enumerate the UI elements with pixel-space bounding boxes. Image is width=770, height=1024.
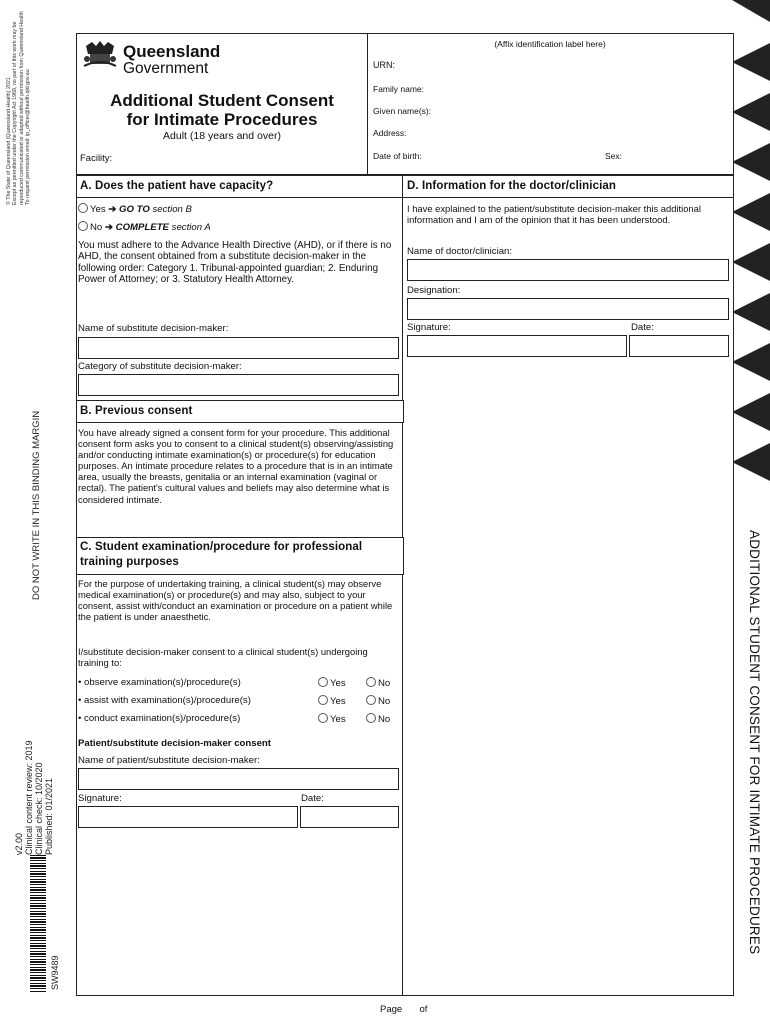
affix-label: (Affix identification label here) <box>494 39 606 49</box>
margin-marker <box>732 293 770 331</box>
conduct-yes-option[interactable]: Yes <box>318 713 346 725</box>
doctor-name-field[interactable] <box>407 259 729 281</box>
observe-item-label: • observe examination(s)/procedure(s) <box>78 677 241 688</box>
doctor-date-field[interactable] <box>629 335 729 357</box>
side-form-title: ADDITIONAL STUDENT CONSENT FOR INTIMATE PROCEDURES <box>747 530 762 955</box>
margin-marker <box>732 143 770 181</box>
doctor-signature-field[interactable] <box>407 335 627 357</box>
page-number: Page of <box>380 1004 428 1015</box>
dob-label[interactable]: Date of birth: <box>373 151 422 161</box>
conduct-yes-radio[interactable] <box>318 713 328 723</box>
section-b-body: You have already signed a consent form for your procedure. This additional consent form asks you to consent to a clinical student(s) observing/assisting and/or conducting intimate examination(s) or procedure(s) for education purposes. An intimate procedure relates to a procedure that is in an intimate area, usually the breasts, genitalia or an internal examination (vaginal or rectal). The patient's cultural values and beliefs may also determine what is considered intimate. <box>78 427 394 505</box>
consent-signature-label: Signature: <box>78 793 122 804</box>
header-divider <box>367 33 368 174</box>
margin-marker <box>732 193 770 231</box>
observe-yes-radio[interactable] <box>318 677 328 687</box>
assist-no-option[interactable]: No <box>366 695 390 707</box>
form-title-line2: for Intimate Procedures <box>126 110 318 129</box>
arrow-right-icon: ➔ <box>104 222 113 233</box>
assist-no-radio[interactable] <box>366 695 376 705</box>
conduct-item-label: • conduct examination(s)/procedure(s) <box>78 713 241 724</box>
version-info: v2.00 Clinical content review: 2019 Clinical check: 10/2020 Published: 01/2021 <box>14 740 54 855</box>
section-c-title-line1: C. Student examination/procedure for professional <box>80 541 363 553</box>
doctor-date-label: Date: <box>631 322 654 333</box>
copyright-notice: © The State of Queensland (Queensland Health) 2021 Except as permitted under the Copyright Act 1968, no part of this work may be reproduced communicated or adapted without permission from Queensland Health To request permission email: ip_officer@health.qld.gov.au <box>6 11 31 205</box>
consent-heading: Patient/substitute decision-maker consent <box>78 738 271 749</box>
facility-label[interactable]: Facility: <box>80 153 113 164</box>
margin-marker <box>732 443 770 481</box>
qld-crest-icon <box>82 40 118 70</box>
margin-marker <box>732 343 770 381</box>
conduct-no-radio[interactable] <box>366 713 376 723</box>
section-a-title: A. Does the patient have capacity? <box>80 180 274 192</box>
capacity-no-radio[interactable] <box>78 221 88 231</box>
section-c-title-line2: training purposes <box>80 556 179 568</box>
margin-marker <box>732 93 770 131</box>
address-label[interactable]: Address: <box>373 128 407 138</box>
designation-label: Designation: <box>407 285 461 296</box>
capacity-yes-option[interactable]: Yes ➔ GO TO section B <box>78 203 192 215</box>
section-d-title: D. Information for the doctor/clinician <box>407 180 616 192</box>
sdm-category-label: Category of substitute decision-maker: <box>78 361 242 372</box>
consent-name-label: Name of patient/substitute decision-maker: <box>78 755 260 766</box>
column-divider <box>402 174 403 995</box>
observe-no-radio[interactable] <box>366 677 376 687</box>
capacity-no-option[interactable]: No ➔ COMPLETE section A <box>78 221 211 233</box>
logo-line2: Government <box>123 60 209 77</box>
consent-name-field[interactable] <box>78 768 399 790</box>
sdm-name-label: Name of substitute decision-maker: <box>78 323 229 334</box>
arrow-right-icon: ➔ <box>108 204 117 215</box>
doctor-signature-label: Signature: <box>407 322 451 333</box>
consent-date-label: Date: <box>301 793 324 804</box>
form-subtitle: Adult (18 years and over) <box>163 130 281 142</box>
margin-marker <box>732 393 770 431</box>
consent-date-field[interactable] <box>300 806 399 828</box>
form-code: SW9489 <box>50 955 60 990</box>
section-b-title: B. Previous consent <box>80 405 193 417</box>
binding-margin-notice: DO NOT WRITE IN THIS BINDING MARGIN <box>31 410 42 600</box>
doctor-name-label: Name of doctor/clinician: <box>407 246 513 257</box>
observe-yes-option[interactable]: Yes <box>318 677 346 689</box>
conduct-no-option[interactable]: No <box>366 713 390 725</box>
sdm-category-field[interactable] <box>78 374 399 396</box>
family-name-label[interactable]: Family name: <box>373 84 425 94</box>
sdm-name-field[interactable] <box>78 337 399 359</box>
logo-line1: Queensland <box>123 42 221 61</box>
form-title-line1: Additional Student Consent <box>110 91 334 110</box>
section-c-body2: I/substitute decision-maker consent to a clinical student(s) undergoing training to: <box>78 646 368 669</box>
designation-field[interactable] <box>407 298 729 320</box>
observe-no-option[interactable]: No <box>366 677 390 689</box>
margin-marker <box>732 243 770 281</box>
assist-yes-radio[interactable] <box>318 695 328 705</box>
consent-signature-field[interactable] <box>78 806 298 828</box>
assist-item-label: • assist with examination(s)/procedure(s) <box>78 695 251 706</box>
margin-marker-top <box>732 0 770 22</box>
margin-marker <box>732 43 770 81</box>
urn-label[interactable]: URN: <box>373 60 395 70</box>
section-d-body: I have explained to the patient/substitute decision-maker this additional information and I am of the opinion that it has been understood. <box>407 203 701 226</box>
assist-yes-option[interactable]: Yes <box>318 695 346 707</box>
section-a-body: You must adhere to the Advance Health Directive (AHD), or if there is no AHD, the consent obtained from a substitute decision-maker in the following order: Category 1. Tribunal-appointed guardian; 2. Enduring Power of Attorney; or 3. Statutory Health Attorney. <box>78 240 392 286</box>
capacity-yes-radio[interactable] <box>78 203 88 213</box>
barcode <box>30 855 46 992</box>
sex-label[interactable]: Sex: <box>605 151 623 161</box>
given-names-label[interactable]: Given name(s): <box>373 106 432 116</box>
section-c-body1: For the purpose of undertaking training, a clinical student(s) may observe medical examination(s) or procedure(s) and may also, subject to your consent, assist with/conduct an examination or procedure on a patient while the patient is under anaesthetic. <box>78 578 393 623</box>
